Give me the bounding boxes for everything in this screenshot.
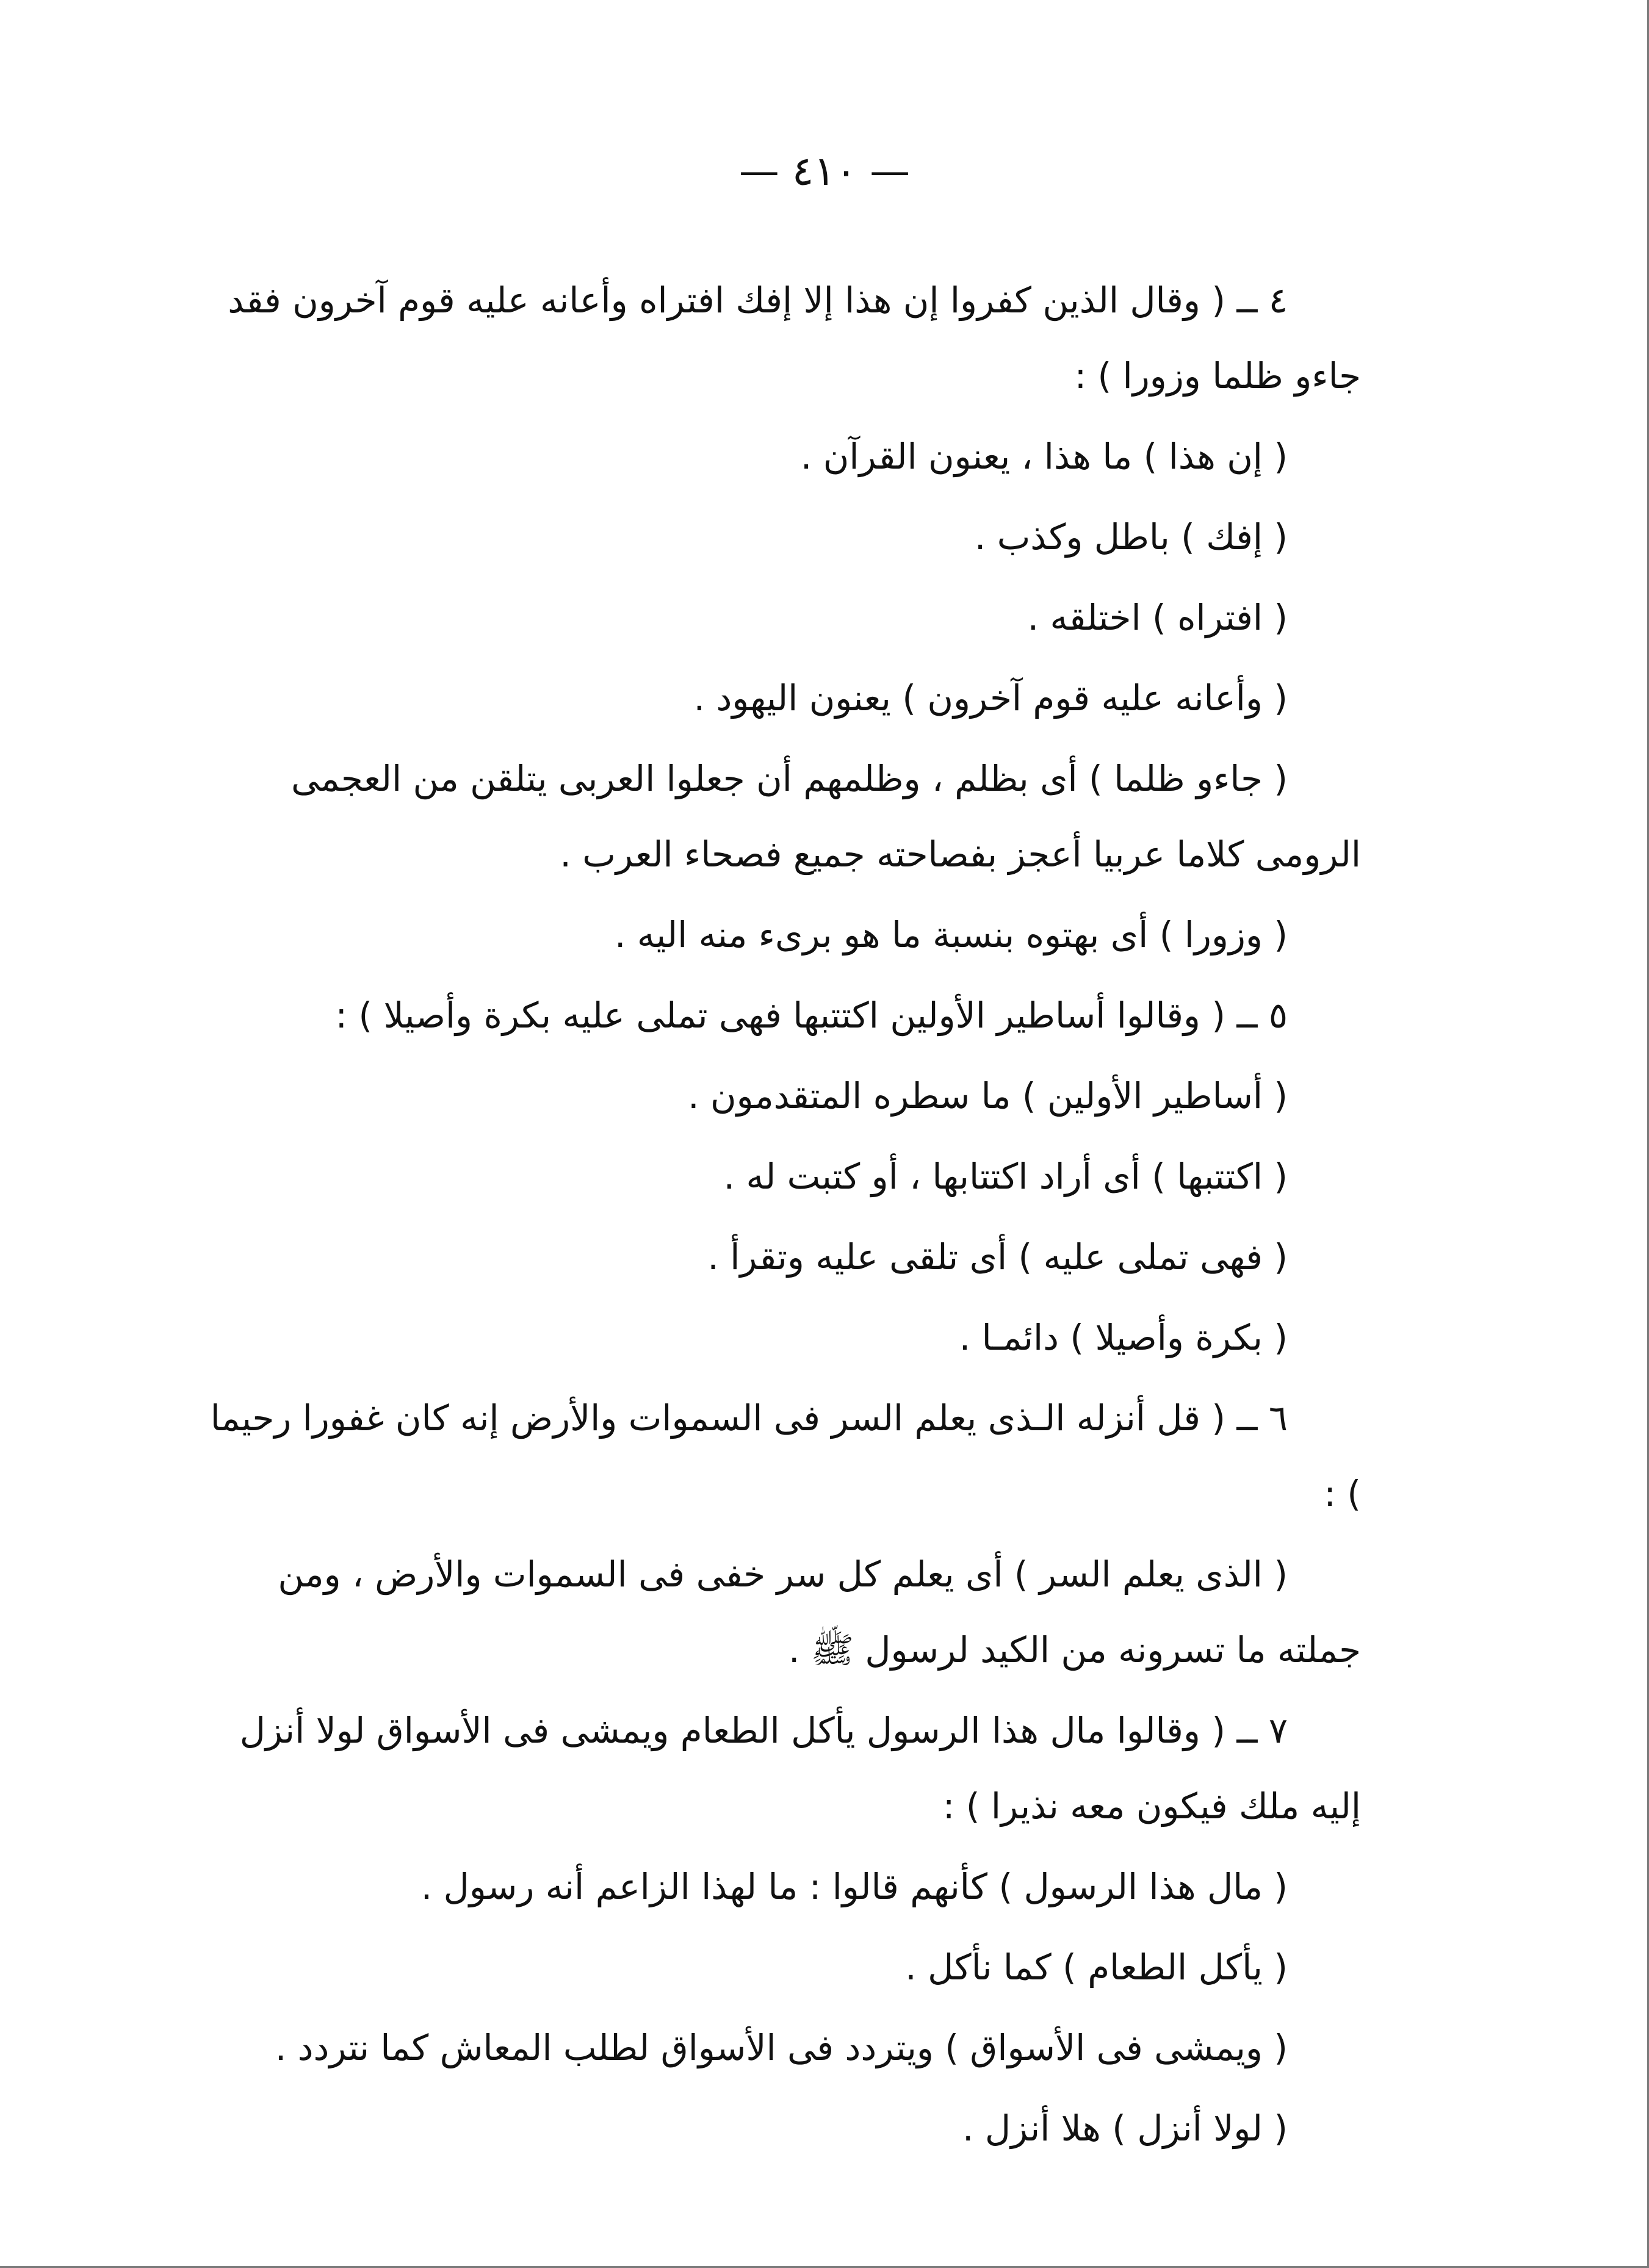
gloss-zuran: ( وزورا ) أى بهتوه بنسبة ما هو برىء منه اليه . (614, 914, 1288, 956)
gloss-ifk: ( إفك ) باطل وكذب . (974, 516, 1288, 558)
gloss-in-hadha: ( إن هذا ) ما هذا ، يعنون القرآن . (800, 436, 1288, 477)
verse-4-quote: ٤ ــ ( وقال الذين كفروا إن هذا إلا إفك افتراه وأعانه عليه قوم آخرون فقد جاءو ظلما وزورا ) : (228, 279, 1361, 397)
verse-6-quote: ٦ ــ ( قل أنزله الـذى يعلم السر فى السموات والأرض إنه كان غفورا رحيما ) : (210, 1397, 1361, 1514)
gloss-aanahu: ( وأعانه عليه قوم آخرون ) يعنون اليهود . (693, 677, 1288, 719)
gloss-yalam-assir: ( الذى يعلم السر ) أى يعلم كل سر خفى فى السموات والأرض ، ومن جملته ما تسرونه من الكيد لرسول ﷺ . (278, 1553, 1361, 1671)
gloss-lawla: ( لولا أنزل ) هلا أنزل . (962, 2108, 1288, 2149)
gloss-iktatabaha: ( اكتتبها ) أى أراد اكتتابها ، أو كتبت له . (723, 1156, 1288, 1197)
gloss-mal-hadha: ( مال هذا الرسول ) كأنهم قالوا : ما لهذا الزاعم أنه رسول . (420, 1866, 1288, 1907)
gloss-tumla: ( فهى تملى عليه ) أى تلقى عليه وتقرأ . (707, 1236, 1288, 1278)
gloss-yakulu: ( يأكل الطعام ) كما نأكل . (905, 1946, 1288, 1988)
gloss-asatir: ( أساطير الأولين ) ما سطره المتقدمون . (688, 1075, 1288, 1117)
verse-7-quote: ٧ ــ ( وقالوا مال هذا الرسول يأكل الطعام ويمشى فى الأسواق لولا أنزل إليه ملك فيكون معه نذيرا ) : (239, 1710, 1361, 1827)
gloss-iftarahu: ( افتراه ) اختلقه . (1027, 597, 1288, 638)
gloss-bukra: ( بكرة وأصيلا ) دائمـا . (959, 1317, 1288, 1358)
page-body (201, 262, 1361, 2171)
verse-5-quote: ٥ ــ ( وقالوا أساطير الأولين اكتتبها فهى تملى عليه بكرة وأصيلا ) : (335, 995, 1288, 1036)
gloss-yamshi: ( ويمشى فى الأسواق ) ويتردد فى الأسواق لطلب المعاش كما نتردد . (275, 2027, 1288, 2068)
page-number: — ٤١٠ — (738, 148, 911, 195)
gloss-jau-zulman: ( جاءو ظلما ) أى بظلم ، وظلمهم أن جعلوا العربى يتلقن من العجمى الرومى كلاما عربيا أعجز بفصاحته جميع فصحاء العرب . (290, 758, 1361, 875)
